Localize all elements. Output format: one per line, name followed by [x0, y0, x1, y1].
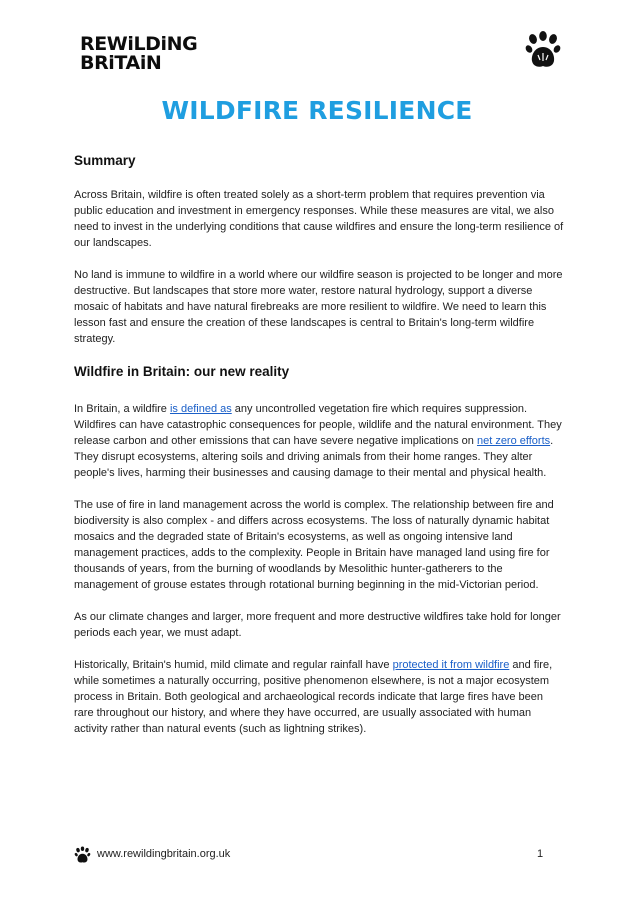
text-span: Historically, Britain's humid, mild climate and regular rainfall have — [74, 659, 393, 671]
summary-heading: Summary — [74, 153, 136, 168]
footer-paw-print-icon — [74, 846, 91, 865]
text-span: . They disrupt ecosystems, altering soils and driving animals from their home ranges. They alter people's lives, harming their businesses and causing damage to their mental and physical health. — [74, 435, 554, 479]
logo-line-1: REWiLDiNG — [80, 33, 198, 55]
footer-website-url[interactable]: www.rewildingbritain.org.uk — [97, 848, 231, 860]
new-reality-paragraph-4 — [74, 657, 564, 737]
is-defined-as-link[interactable]: is defined as — [169, 403, 232, 415]
text-span: any uncontrolled vegetation fire which requires suppression. Wildfires can have catastrophic consequences for people, wildlife and the natural environment. They release carbon and other emissions that can have severe negative implications on — [74, 403, 562, 447]
protected-from-wildfire-link[interactable]: protected it from wildfire — [392, 659, 510, 671]
summary-paragraph-2: No land is immune to wildfire in a world where our wildfire season is projected to be longer and more destructive. But landscapes that store more water, restore natural hydrology, support a diverse mosaic of habitats and have natural firebreaks are more resilient to wildfire. We need to learn this lesson fast and ensure the creation of these landscapes is central to Britain's long-term wildfire strategy. — [74, 269, 563, 345]
text-span: In Britain, a wildfire — [74, 403, 170, 415]
new-reality-paragraph-1 — [74, 401, 564, 481]
new-reality-paragraph-2: The use of fire in land management across the world is complex. The relationship between fire and biodiversity is also complex - and differs across ecosystems. The loss of naturally dynamic habitat mosaics and the degraded state of Britain's ecosystems, as well as ongoing intensive land management practices, adds to the complexity. People in Britain have managed land using fire for thousands of years, from the burning of woodlands by Mesolithic hunter-gatherers to the management of grouse estates through rotational burning beginning in the mid-Victorian period. — [74, 499, 554, 591]
text-span: and fire, while sometimes a naturally occurring, positive phenomenon elsewhere, is not a major ecosystem process in Britain. Both geological and archaeological records indicate that large fires have been rare throughout our history, and where they have occurred, are usually associated with human activity rather than natural events (such as lightning strikes). — [74, 659, 553, 735]
paw-print-icon — [524, 30, 562, 72]
section-heading-new-reality: Wildfire in Britain: our new reality — [74, 364, 290, 379]
logo-line-2: BRiTAiN — [80, 52, 162, 74]
page-number: 1 — [537, 848, 544, 860]
rewilding-britain-logo — [80, 35, 197, 73]
page-title: WILDFIRE RESILIENCE — [161, 96, 473, 125]
net-zero-efforts-link[interactable]: net zero efforts — [476, 435, 551, 447]
document-body — [74, 152, 564, 753]
new-reality-paragraph-3: As our climate changes and larger, more frequent and more destructive wildfires take hold for longer periods each year, we must adapt. — [74, 611, 561, 639]
summary-paragraph-1: Across Britain, wildfire is often treated solely as a short-term problem that requires prevention via public education and investment in emergency responses. While these measures are vital, we also need to invest in the underlying conditions that cause wildfires and ensure the long-term resilience of our landscapes. — [74, 189, 564, 249]
